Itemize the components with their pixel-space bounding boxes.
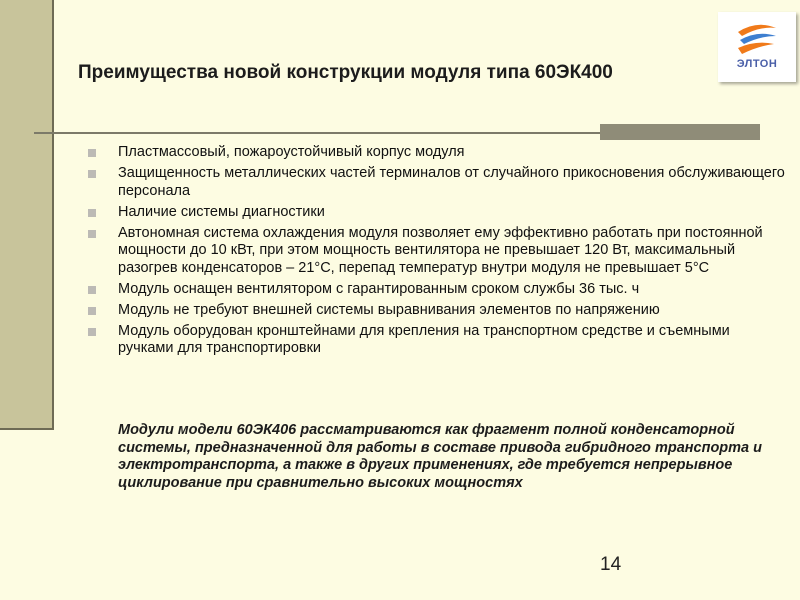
bullet-square-icon <box>88 328 96 336</box>
slide-title: Преимущества новой конструкции модуля типа 60ЭК400 <box>78 62 613 83</box>
bullet-text: Модуль оснащен вентилятором с гарантированным сроком службы 36 тыс. ч <box>118 280 640 297</box>
bullet-square-icon <box>88 286 96 294</box>
sidebar-decoration <box>0 0 54 430</box>
bullet-square-icon <box>88 149 96 157</box>
bullet-text: Пластмассовый, пожароустойчивый корпус модуля <box>118 144 465 160</box>
bullet-text: Наличие системы диагностики <box>118 203 325 220</box>
bullet-item <box>88 302 788 320</box>
bullet-text: Автономная система охлаждения модуля позволяет ему эффективно работать при постоянной мощности до 10 кВт, при этом мощность вентилятора не превышает 120 Вт, максимальный разогрев конденсаторов – 21°С, перепад температур внутри модуля не превышает 5°С <box>118 224 763 276</box>
bullet-square-icon <box>88 230 96 238</box>
company-logo <box>718 12 796 82</box>
page-number: 14 <box>600 554 622 575</box>
bullet-item <box>88 165 788 200</box>
bullet-item <box>88 144 788 162</box>
divider-accent-block <box>600 124 760 140</box>
bullet-item <box>88 323 788 358</box>
bullet-square-icon <box>88 307 96 315</box>
bullet-item <box>88 281 788 299</box>
bullet-text: Защищенность металлических частей терминалов от случайного прикосновения обслуживающего персонала <box>118 165 785 199</box>
logo-text: ЭЛТОН <box>736 58 778 70</box>
bullet-text: Модуль не требуют внешней системы выравнивания элементов по напряжению <box>118 301 660 318</box>
bullet-item <box>88 204 788 222</box>
title-divider <box>34 132 600 134</box>
bullet-square-icon <box>88 170 96 178</box>
summary-note: Модули модели 60ЭК406 рассматриваются как фрагмент полной конденсаторной системы, предназначенной для работы в составе привода гибридного транспорта и электротранспорта, а также в других применениях, где требуется непрерывное циклирование при сравнительно высоких мощностях <box>118 422 762 491</box>
bullet-text: Модуль оборудован кронштейнами для крепления на транспортном средстве и съемными ручками для транспортировки <box>118 322 730 356</box>
bullet-list <box>88 144 788 361</box>
bullet-square-icon <box>88 209 96 217</box>
bullet-item <box>88 225 788 278</box>
elton-logo-icon <box>734 18 780 58</box>
